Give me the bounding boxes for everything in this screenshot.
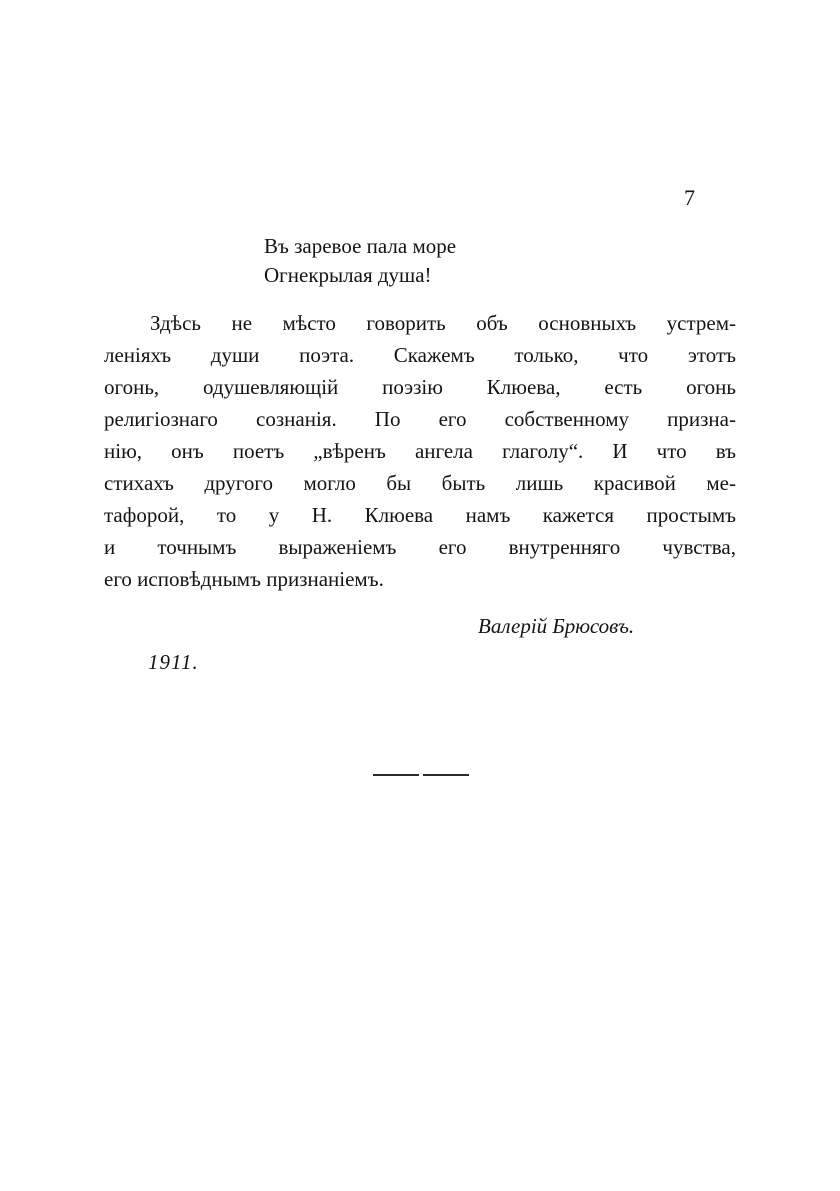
section-end-rule: [373, 774, 469, 776]
verse-quote: [264, 232, 456, 290]
date-year: 1911.: [148, 650, 199, 674]
rule-dash: [423, 774, 469, 776]
page-number: 7: [684, 185, 695, 210]
paragraph-line: и точнымъ выраженіемъ его внутренняго чувства,: [104, 535, 736, 559]
verse-line: Огнекрылая душа!: [264, 263, 432, 287]
verse-line: Въ заревое пала море: [264, 234, 457, 258]
paragraph-line: леніяхъ души поэта. Скажемъ только, что этотъ: [104, 343, 736, 367]
paragraph-line: его исповѣднымъ признаніемъ.: [104, 567, 384, 591]
paragraph-line: стихахъ другого могло бы быть лишь красивой ме-: [104, 471, 736, 495]
paragraph-line: тафорой, то у Н. Клюева намъ кажется простымъ: [104, 503, 736, 527]
paragraph-line: религіознаго сознанія. По его собственному призна-: [104, 407, 736, 431]
author-signature: Валерій Брюсовъ.: [478, 614, 635, 638]
rule-dash: [373, 774, 419, 776]
paragraph-line: Здѣсь не мѣсто говорить объ основныхъ устрем-: [150, 311, 736, 335]
body-paragraph: [104, 307, 736, 595]
paragraph-line: огонь, одушевляющій поэзію Клюева, есть огонь: [104, 375, 736, 399]
paragraph-line: нію, онъ поетъ „вѣренъ ангела глаголу“. И что въ: [104, 439, 736, 463]
